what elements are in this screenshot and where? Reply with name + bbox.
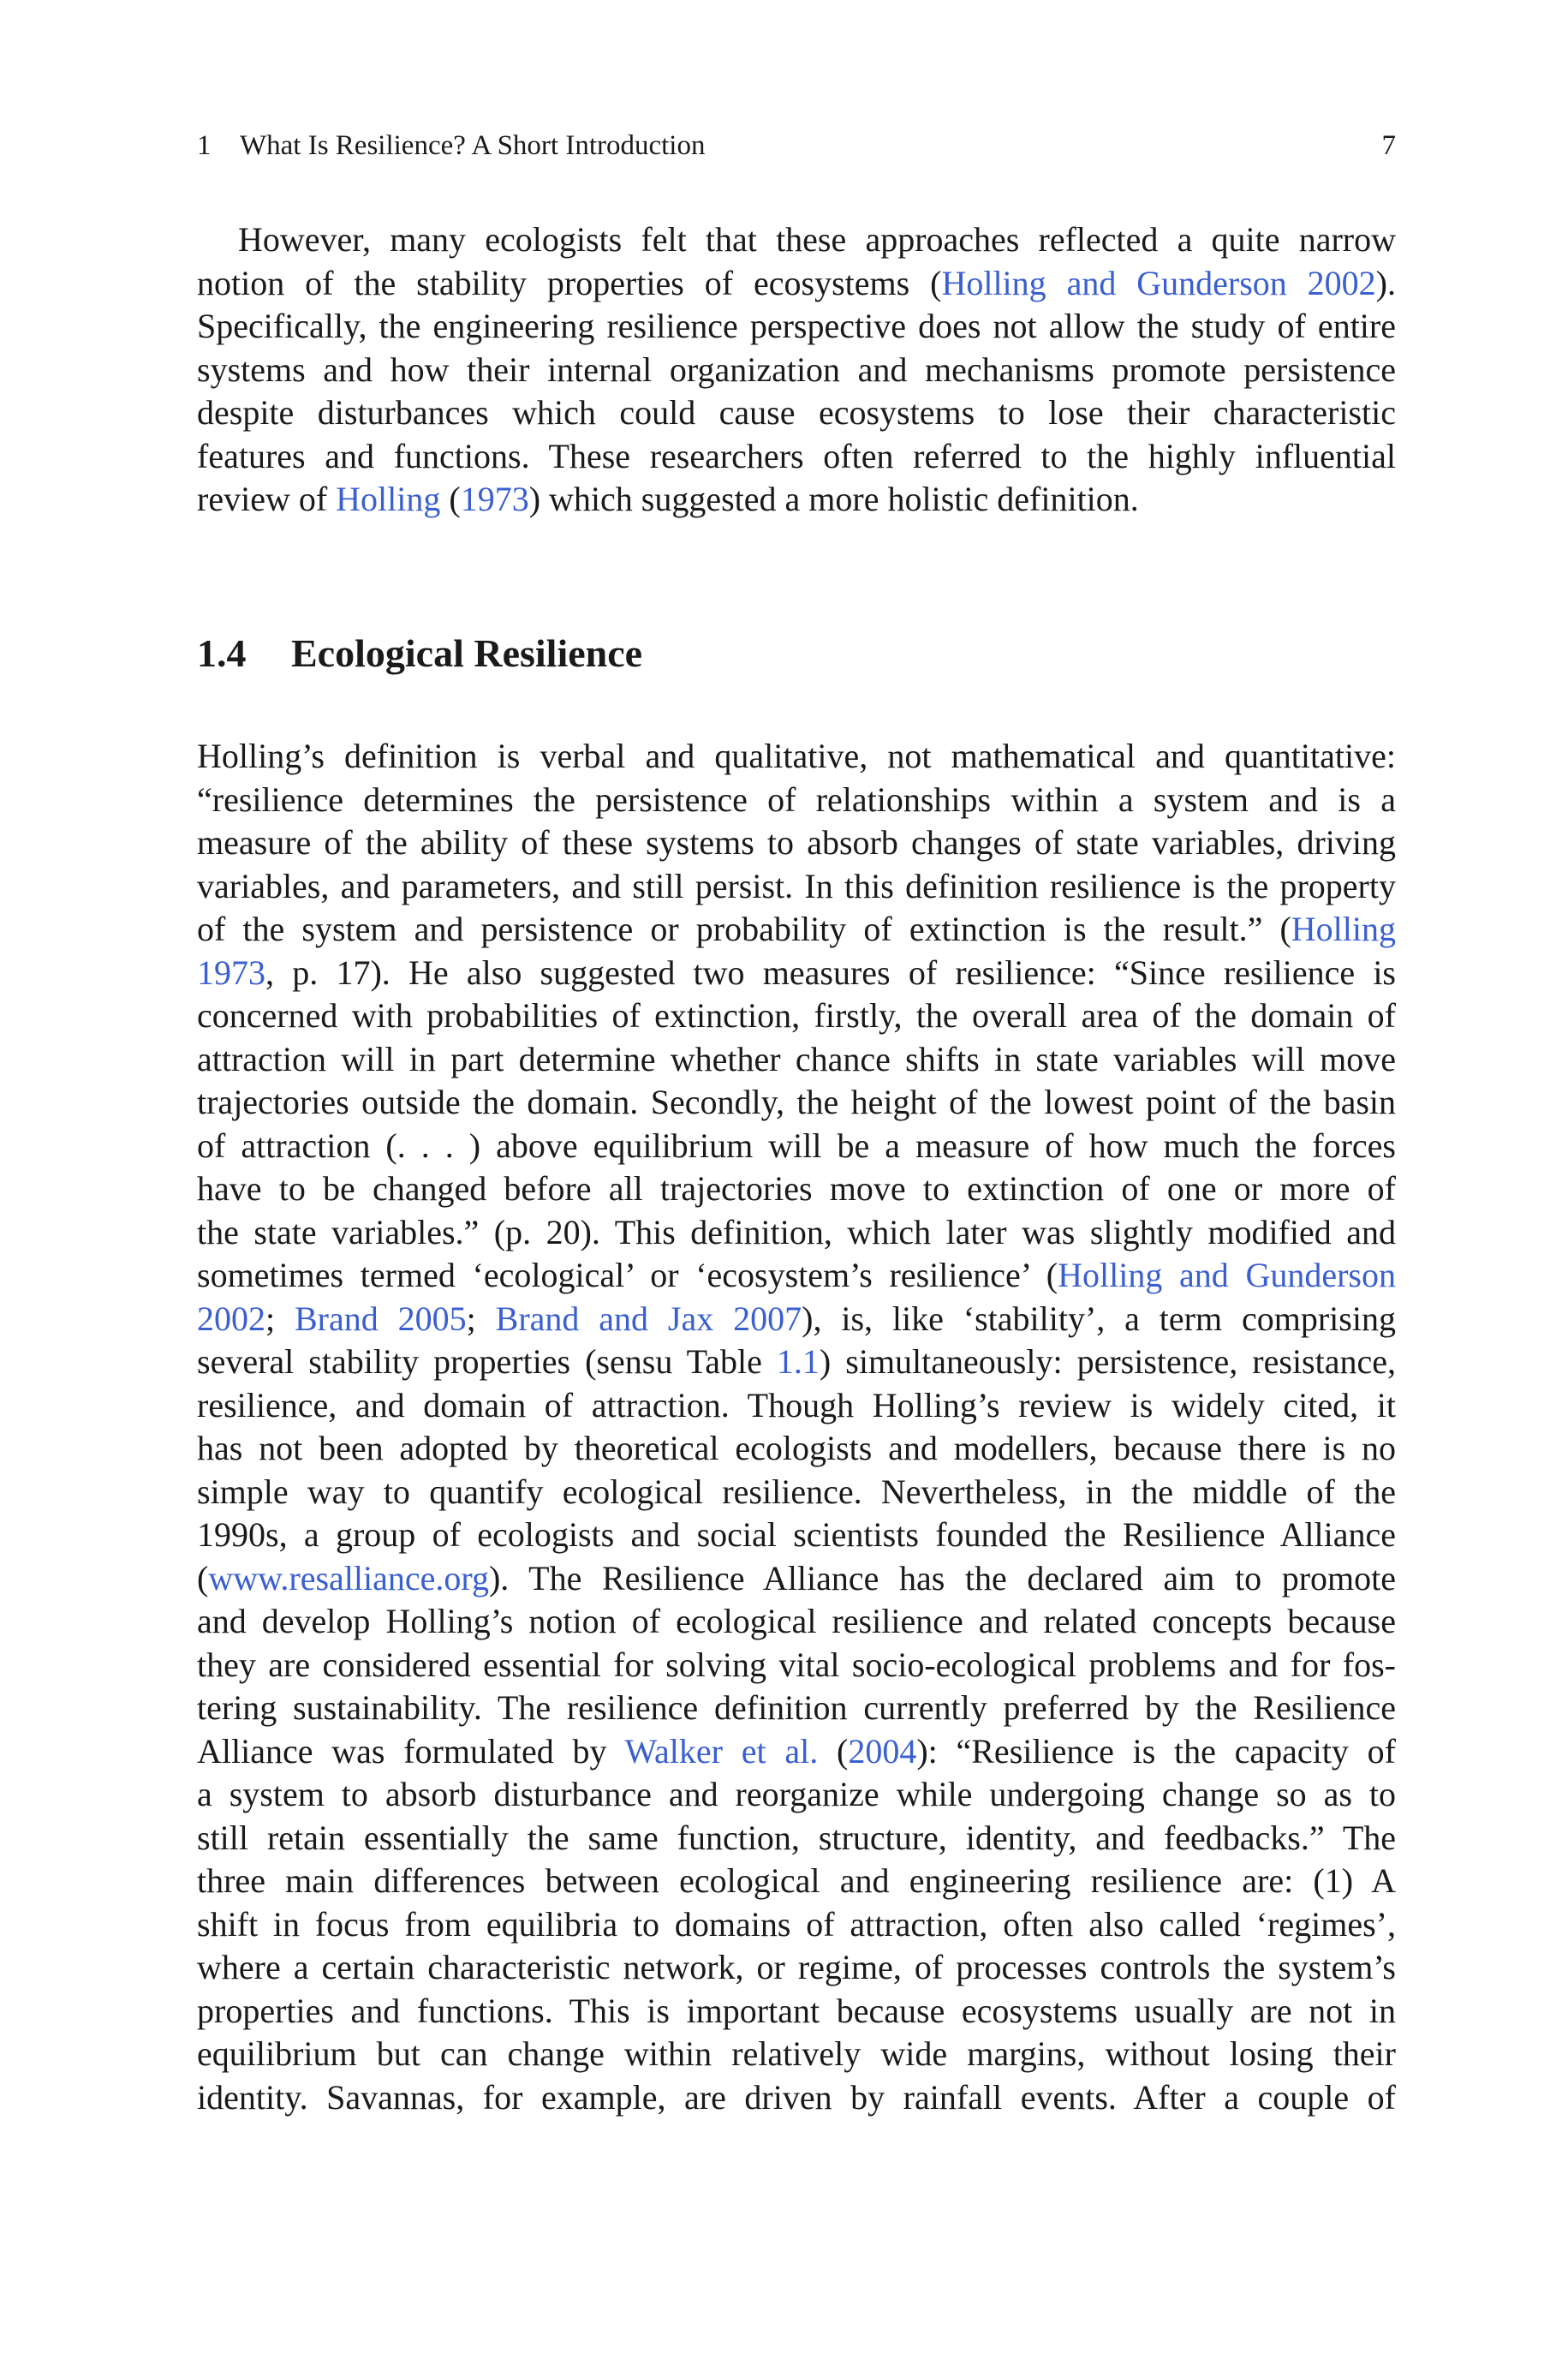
chapter-number: 1 [197, 130, 212, 161]
text-line: sometimes termed ‘ecological’ or ‘ecosystem’s resilience’ (Holling and Gunderson [197, 1256, 1396, 1294]
text-line: variables, and parameters, and still persist. In this definition resilience is the property [197, 866, 1396, 905]
section-number: 1.4 [197, 631, 247, 675]
text-line: of attraction (. . . ) above equilibrium will be a measure of how much the forces [197, 1126, 1396, 1165]
citation-link[interactable]: Holling [1291, 910, 1396, 948]
text-line: equilibrium but can change within relatively wide margins, without losing their [197, 2034, 1396, 2073]
text-line: of the system and persistence or probability of extinction is the result.” (Holling [197, 910, 1396, 948]
text-line: Specifically, the engineering resilience perspective does not allow the study of entire [197, 307, 1396, 345]
text-line: trajectories outside the domain. Secondly, the height of the lowest point of the basin [197, 1083, 1396, 1121]
text-line: However, many ecologists felt that these approaches reflected a quite narrow [238, 220, 1396, 259]
table-reference-link[interactable]: 1.1 [776, 1342, 820, 1381]
running-head [197, 128, 1396, 163]
citation-link[interactable]: 1973 [197, 953, 265, 992]
text-line: resilience, and domain of attraction. Though Holling’s review is widely cited, it [197, 1385, 1396, 1424]
text-line: 1990s, a group of ecologists and social scientists founded the Resilience Alliance [197, 1515, 1396, 1554]
text-line: 1973, p. 17). He also suggested two measures of resilience: “Since resilience is [197, 953, 1396, 992]
text-line: systems and how their internal organization and mechanisms promote persistence [197, 349, 1396, 389]
citation-link[interactable]: 1973 [460, 480, 529, 518]
paragraph-ecological-resilience [197, 735, 1396, 2119]
text-line: measure of the ability of these systems to absorb changes of state variables, driving [197, 823, 1396, 862]
text-line: concerned with probabilities of extinction, firstly, the overall area of the domain of [197, 996, 1396, 1035]
citation-link[interactable]: 2002 [197, 1299, 265, 1338]
text-line: has not been adopted by theoretical ecologists and modellers, because there is no [197, 1429, 1396, 1467]
text-line: where a certain characteristic network, or regime, of processes controls the system’s [197, 1948, 1396, 1986]
text-line: properties and functions. This is important because ecosystems usually are not in [197, 1991, 1396, 2030]
text-line: notion of the stability properties of ecosystems (Holling and Gunderson 2002). [197, 263, 1396, 302]
text-line: still retain essentially the same function, structure, identity, and feedbacks.” The [197, 1818, 1396, 1857]
text-line: they are considered essential for solving vital socio-ecological problems and for fos- [197, 1645, 1396, 1684]
section-heading [197, 630, 642, 678]
text-line: Holling’s definition is verbal and qualitative, not mathematical and quantitative: [197, 737, 1396, 775]
citation-link[interactable]: Brand 2005 [295, 1299, 467, 1338]
resalliance-url-link[interactable]: www.resalliance.org [208, 1558, 489, 1598]
citation-link[interactable]: Holling and Gunderson [1058, 1256, 1396, 1294]
text-line: simple way to quantify ecological resilience. Nevertheless, in the middle of the [197, 1472, 1396, 1511]
chapter-title: What Is Resilience? A Short Introduction [240, 130, 706, 161]
text-line: (www.resalliance.org). The Resilience Alliance has the declared aim to promote [197, 1558, 1396, 1598]
citation-link[interactable]: Brand and Jax 2007 [495, 1299, 802, 1338]
text-line: shift in focus from equilibria to domains of attraction, often also called ‘regimes’, [197, 1904, 1396, 1944]
text-line: three main differences between ecological and engineering resilience are: (1) A [197, 1861, 1396, 1900]
citation-link[interactable]: Holling [336, 480, 441, 518]
text-line: review of Holling (1973) which suggested a more holistic definition. [197, 480, 1139, 518]
text-line: a system to absorb disturbance and reorganize while undergoing change so as to [197, 1775, 1396, 1813]
text-line: despite disturbances which could cause ecosystems to lose their characteristic [197, 393, 1396, 432]
paragraph-intro [197, 218, 1396, 522]
text-line: Alliance was formulated by Walker et al. (2004): “Resilience is the capacity of [197, 1731, 1396, 1771]
citation-link[interactable]: Walker et al. [624, 1731, 819, 1771]
text-line: attraction will in part determine whether chance shifts in state variables will move [197, 1039, 1396, 1078]
section-title: Ecological Resilience [291, 631, 643, 675]
citation-link[interactable]: 2004 [848, 1731, 917, 1771]
text-line: the state variables.” (p. 20). This definition, which later was slightly modified and [197, 1212, 1396, 1251]
text-line: tering sustainability. The resilience definition currently preferred by the Resilience [197, 1688, 1396, 1727]
text-line: 2002; Brand 2005; Brand and Jax 2007), is, like ‘stability’, a term comprising [197, 1299, 1396, 1338]
text-line: and develop Holling’s notion of ecological resilience and related concepts because [197, 1602, 1396, 1640]
text-line: features and functions. These researchers often referred to the highly influential [197, 436, 1396, 475]
citation-link[interactable]: Holling and Gunderson 2002 [941, 263, 1376, 302]
text-line: “resilience determines the persistence of relationships within a system and is a [197, 779, 1396, 819]
page-number: 7 [1381, 130, 1396, 161]
text-line: identity. Savannas, for example, are driven by rainfall events. After a couple of [197, 2077, 1396, 2117]
text-line: several stability properties (sensu Table 1.1) simultaneously: persistence, resistance, [197, 1342, 1396, 1381]
text-line: have to be changed before all trajectories move to extinction of one or more of [197, 1169, 1396, 1208]
